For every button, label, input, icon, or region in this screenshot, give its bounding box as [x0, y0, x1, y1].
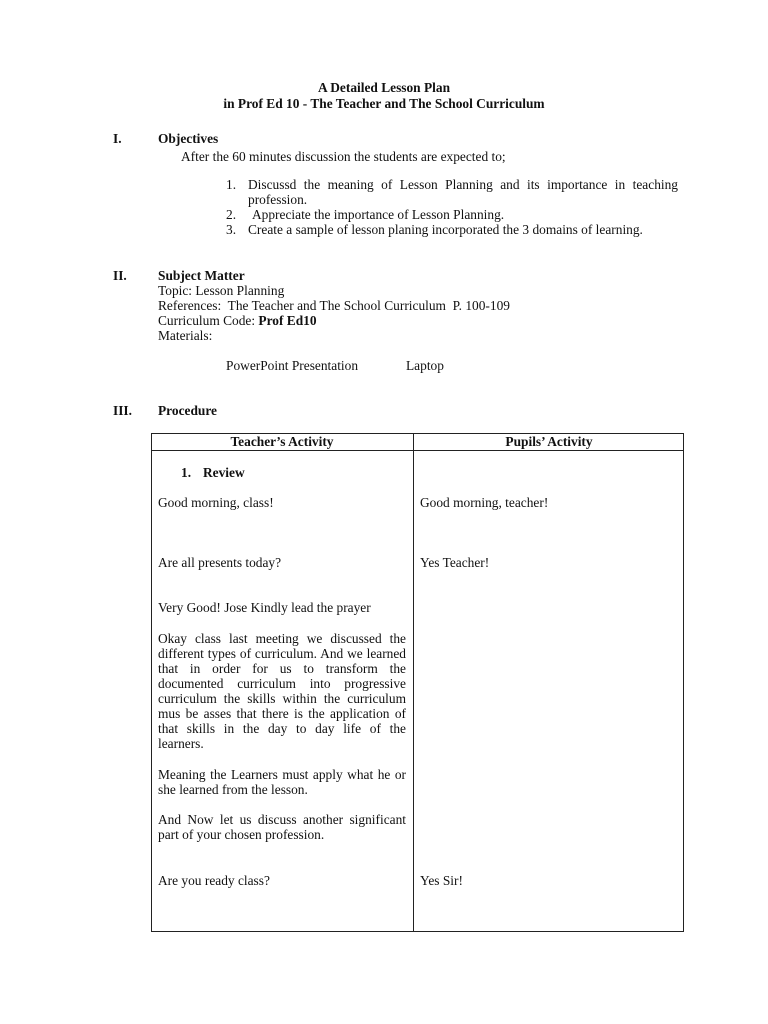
references-line: References: The Teacher and The School Curriculum P. 100-109	[158, 298, 510, 313]
topic-line: Topic: Lesson Planning	[158, 283, 285, 298]
table-header-divider	[151, 450, 684, 451]
materials-label: Materials:	[158, 328, 213, 343]
pupil-line: Good morning, teacher!	[420, 495, 549, 510]
objective-text: Discussd the meaning of Lesson Planning and its importance in teaching profession.	[248, 177, 678, 207]
objective-text: Create a sample of lesson planing incorporated the 3 domains of learning.	[248, 222, 643, 237]
pupils-activity-header: Pupils’ Activity	[505, 434, 593, 449]
table-column-divider	[413, 433, 414, 932]
curriculum-code-line	[158, 313, 317, 328]
procedure-numeral: III.	[113, 403, 132, 418]
teacher-line: Meaning the Learners must apply what he or she learned from the lesson.	[158, 767, 406, 797]
curriculum-code-label: Curriculum Code:	[158, 313, 259, 328]
teacher-line: Are all presents today?	[158, 555, 282, 570]
objective-number: 2.	[226, 207, 237, 222]
procedure-heading: Procedure	[158, 403, 218, 418]
objectives-numeral: I.	[113, 131, 122, 146]
objective-number: 1.	[226, 177, 237, 192]
subject-matter-heading: Subject Matter	[158, 268, 245, 283]
objective-number: 3.	[226, 222, 237, 237]
teacher-line: Okay class last meeting we discussed the different types of curriculum. And we learned that in order for us to transform the documented curriculum into progressive curriculum the skills within the curriculum mus be asses that there is the application of that skills in the day to day life of the learners.	[158, 631, 406, 751]
review-number: 1.	[181, 465, 192, 480]
curriculum-code-value: Prof Ed10	[258, 313, 317, 328]
objective-text: Appreciate the importance of Lesson Planning.	[252, 207, 505, 222]
material-laptop: Laptop	[406, 358, 444, 373]
teacher-activity-header: Teacher’s Activity	[230, 434, 334, 449]
document-title: A Detailed Lesson Plan	[317, 80, 451, 95]
teacher-line: Very Good! Jose Kindly lead the prayer	[158, 600, 371, 615]
objectives-heading: Objectives	[158, 131, 219, 146]
review-label: Review	[203, 465, 245, 480]
pupil-line: Yes Sir!	[420, 873, 463, 888]
teacher-line: Are you ready class?	[158, 873, 270, 888]
document-subtitle: in Prof Ed 10 - The Teacher and The School Curriculum	[223, 96, 545, 111]
teacher-line: And Now let us discuss another significant part of your chosen profession.	[158, 812, 406, 842]
material-powerpoint: PowerPoint Presentation	[226, 358, 359, 373]
objectives-intro: After the 60 minutes discussion the students are expected to;	[181, 149, 506, 164]
subject-matter-numeral: II.	[113, 268, 127, 283]
teacher-line: Good morning, class!	[158, 495, 274, 510]
pupil-line: Yes Teacher!	[420, 555, 490, 570]
